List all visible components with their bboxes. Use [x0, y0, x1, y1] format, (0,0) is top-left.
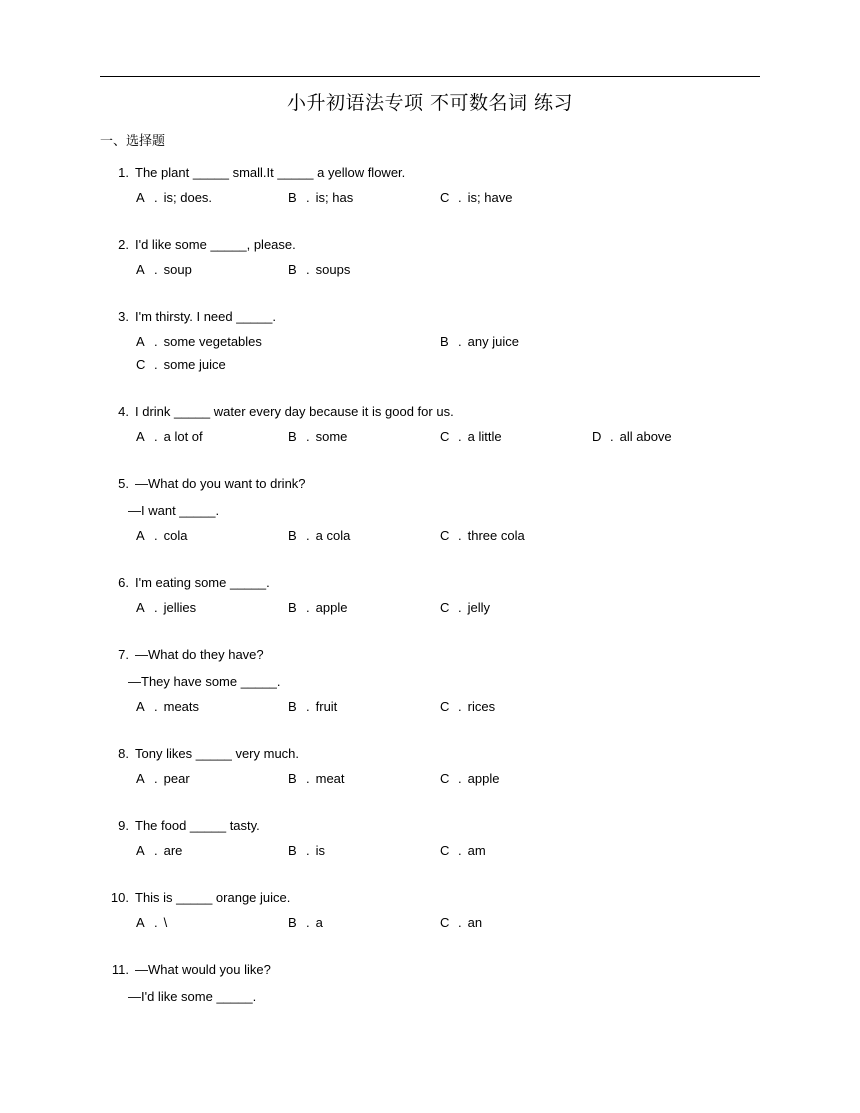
question-stem: I'm eating some _____.	[135, 575, 270, 590]
q1-option-b[interactable]: B . is; has	[288, 190, 354, 205]
question-stem: I'd like some _____, please.	[135, 237, 296, 252]
question-number: 6.	[118, 575, 129, 590]
q1-option-c[interactable]: C . is; have	[440, 190, 513, 205]
q8-option-b[interactable]: B . meat	[288, 771, 345, 786]
question-number: 4.	[118, 404, 129, 419]
page-title: 小升初语法专项 不可数名词 练习	[286, 92, 574, 114]
q8-option-c[interactable]: C . apple	[440, 771, 500, 786]
question-stem: —What would you like?	[135, 962, 271, 977]
q4-option-d[interactable]: D . all above	[592, 429, 672, 444]
q1-option-a[interactable]: A . is; does.	[136, 190, 213, 205]
question-6	[104, 574, 270, 592]
question-7-line-2: —They have some _____.	[128, 674, 281, 689]
question-2	[104, 236, 296, 254]
q4-option-a[interactable]: A . a lot of	[136, 429, 203, 444]
q7-option-c[interactable]: C . rices	[440, 699, 496, 714]
question-number: 1.	[118, 165, 129, 180]
q9-option-c[interactable]: C . am	[440, 843, 486, 858]
q7-option-a[interactable]: A . meats	[136, 699, 200, 714]
question-stem: Tony likes _____ very much.	[135, 746, 300, 761]
question-stem: The plant _____ small.It _____ a yellow flower.	[135, 165, 406, 180]
question-stem: —What do you want to drink?	[135, 476, 306, 491]
q9-option-b[interactable]: B . is	[288, 843, 326, 858]
question-11	[104, 961, 271, 979]
question-8	[104, 745, 299, 763]
question-9	[104, 817, 260, 835]
question-number: 8.	[118, 746, 129, 761]
question-stem: —What do they have?	[135, 647, 264, 662]
question-number: 2.	[118, 237, 129, 252]
section-heading: 一、选择题	[100, 134, 166, 149]
question-number: 10.	[110, 890, 129, 905]
question-5-line-2: —I want _____.	[128, 503, 220, 518]
q8-option-a[interactable]: A . pear	[136, 771, 190, 786]
question-number: 7.	[118, 647, 129, 662]
question-11-line-2: —I'd like some _____.	[128, 989, 257, 1004]
question-stem: This is _____ orange juice.	[135, 890, 291, 905]
q10-option-c[interactable]: C . an	[440, 915, 483, 930]
question-4	[104, 403, 454, 421]
q3-option-b[interactable]: B . any juice	[440, 334, 519, 349]
question-stem: I'm thirsty. I need _____.	[135, 309, 276, 324]
question-stem: The food _____ tasty.	[135, 818, 260, 833]
question-10	[104, 889, 290, 907]
top-rule	[100, 76, 760, 77]
question-3	[104, 308, 276, 326]
q4-option-b[interactable]: B . some	[288, 429, 348, 444]
question-5	[104, 475, 306, 493]
q4-option-c[interactable]: C . a little	[440, 429, 502, 444]
q10-option-a[interactable]: A . \	[136, 915, 168, 930]
q5-option-a[interactable]: A . cola	[136, 528, 188, 543]
question-stem: I drink _____ water every day because it is good for us.	[135, 404, 454, 419]
question-number: 11.	[111, 962, 129, 977]
question-1	[104, 164, 405, 182]
question-7	[104, 646, 264, 664]
q5-option-b[interactable]: B . a cola	[288, 528, 351, 543]
question-number: 9.	[118, 818, 129, 833]
q3-option-a[interactable]: A . some vegetables	[136, 334, 262, 349]
q2-option-a[interactable]: A . soup	[136, 262, 192, 277]
q7-option-b[interactable]: B . fruit	[288, 699, 338, 714]
q3-option-c[interactable]: C . some juice	[136, 357, 226, 372]
question-number: 3.	[118, 309, 129, 324]
q6-option-b[interactable]: B . apple	[288, 600, 348, 615]
q5-option-c[interactable]: C . three cola	[440, 528, 525, 543]
question-number: 5.	[118, 476, 129, 491]
q9-option-a[interactable]: A . are	[136, 843, 183, 858]
q6-option-a[interactable]: A . jellies	[136, 600, 197, 615]
q6-option-c[interactable]: C . jelly	[440, 600, 491, 615]
q10-option-b[interactable]: B . a	[288, 915, 323, 930]
q2-option-b[interactable]: B . soups	[288, 262, 351, 277]
